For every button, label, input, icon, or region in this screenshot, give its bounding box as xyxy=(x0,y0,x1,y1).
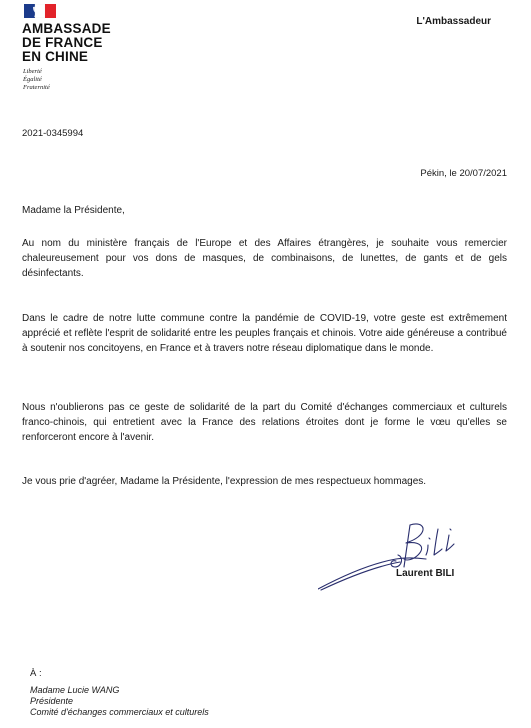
recipient-organization: Comité d'échanges commerciaux et culturels xyxy=(30,707,209,717)
flag-red-band xyxy=(45,4,56,18)
org-name-line-3: EN CHINE xyxy=(22,49,89,64)
sender-title: L'Ambassadeur xyxy=(416,16,491,27)
date-line: Pékin, le 20/07/2021 xyxy=(420,168,507,179)
signer-name: Laurent BILI xyxy=(396,568,455,579)
salutation: Madame la Présidente, xyxy=(22,205,125,216)
flag-blue-band xyxy=(24,4,35,18)
org-name-line-1: AMBASSADE xyxy=(22,21,111,36)
motto-liberte: Liberté xyxy=(23,68,42,75)
recipient-title: Présidente xyxy=(30,696,74,706)
paragraph-2: Dans le cadre de notre lutte commune contre la pandémie de COVID-19, votre geste est extrêmement apprécié et reflète l'esprit de solidarité entre les peuples français et chinois. Votre aide généreuse a contribué à soutenir nos concitoyens, en France et à travers notre réseau diplomatique dans le monde. xyxy=(22,313,507,354)
paragraph-4: Je vous prie d'agréer, Madame la Présidente, l'expression de mes respectueux hommages. xyxy=(22,476,427,487)
recipient-name: Madame Lucie WANG xyxy=(30,685,120,695)
marianne-flag-logo xyxy=(24,4,56,18)
handwritten-signature xyxy=(318,511,473,591)
recipient-label: À : xyxy=(30,668,42,679)
motto-egalite: Égalité xyxy=(23,76,42,83)
paragraph-1: Au nom du ministère français de l'Europe et des Affaires étrangères, je souhaite vous remercier chaleureusement pour vos dons de masques, de combinaisons, de lunettes, de gants et de gels désinfectants. xyxy=(22,238,507,279)
org-name-line-2: DE FRANCE xyxy=(22,35,103,50)
motto-fraternite: Fraternité xyxy=(23,84,50,91)
paragraph-3: Nous n'oublierons pas ce geste de solidarité de la part du Comité d'échanges commerciaux et culturels franco-chinois, qui entretient avec la France des relations étroites dont je forme le vœu qu'elles se renforceront encore à l'avenir. xyxy=(22,402,507,443)
reference-number: 2021-0345994 xyxy=(22,128,84,139)
